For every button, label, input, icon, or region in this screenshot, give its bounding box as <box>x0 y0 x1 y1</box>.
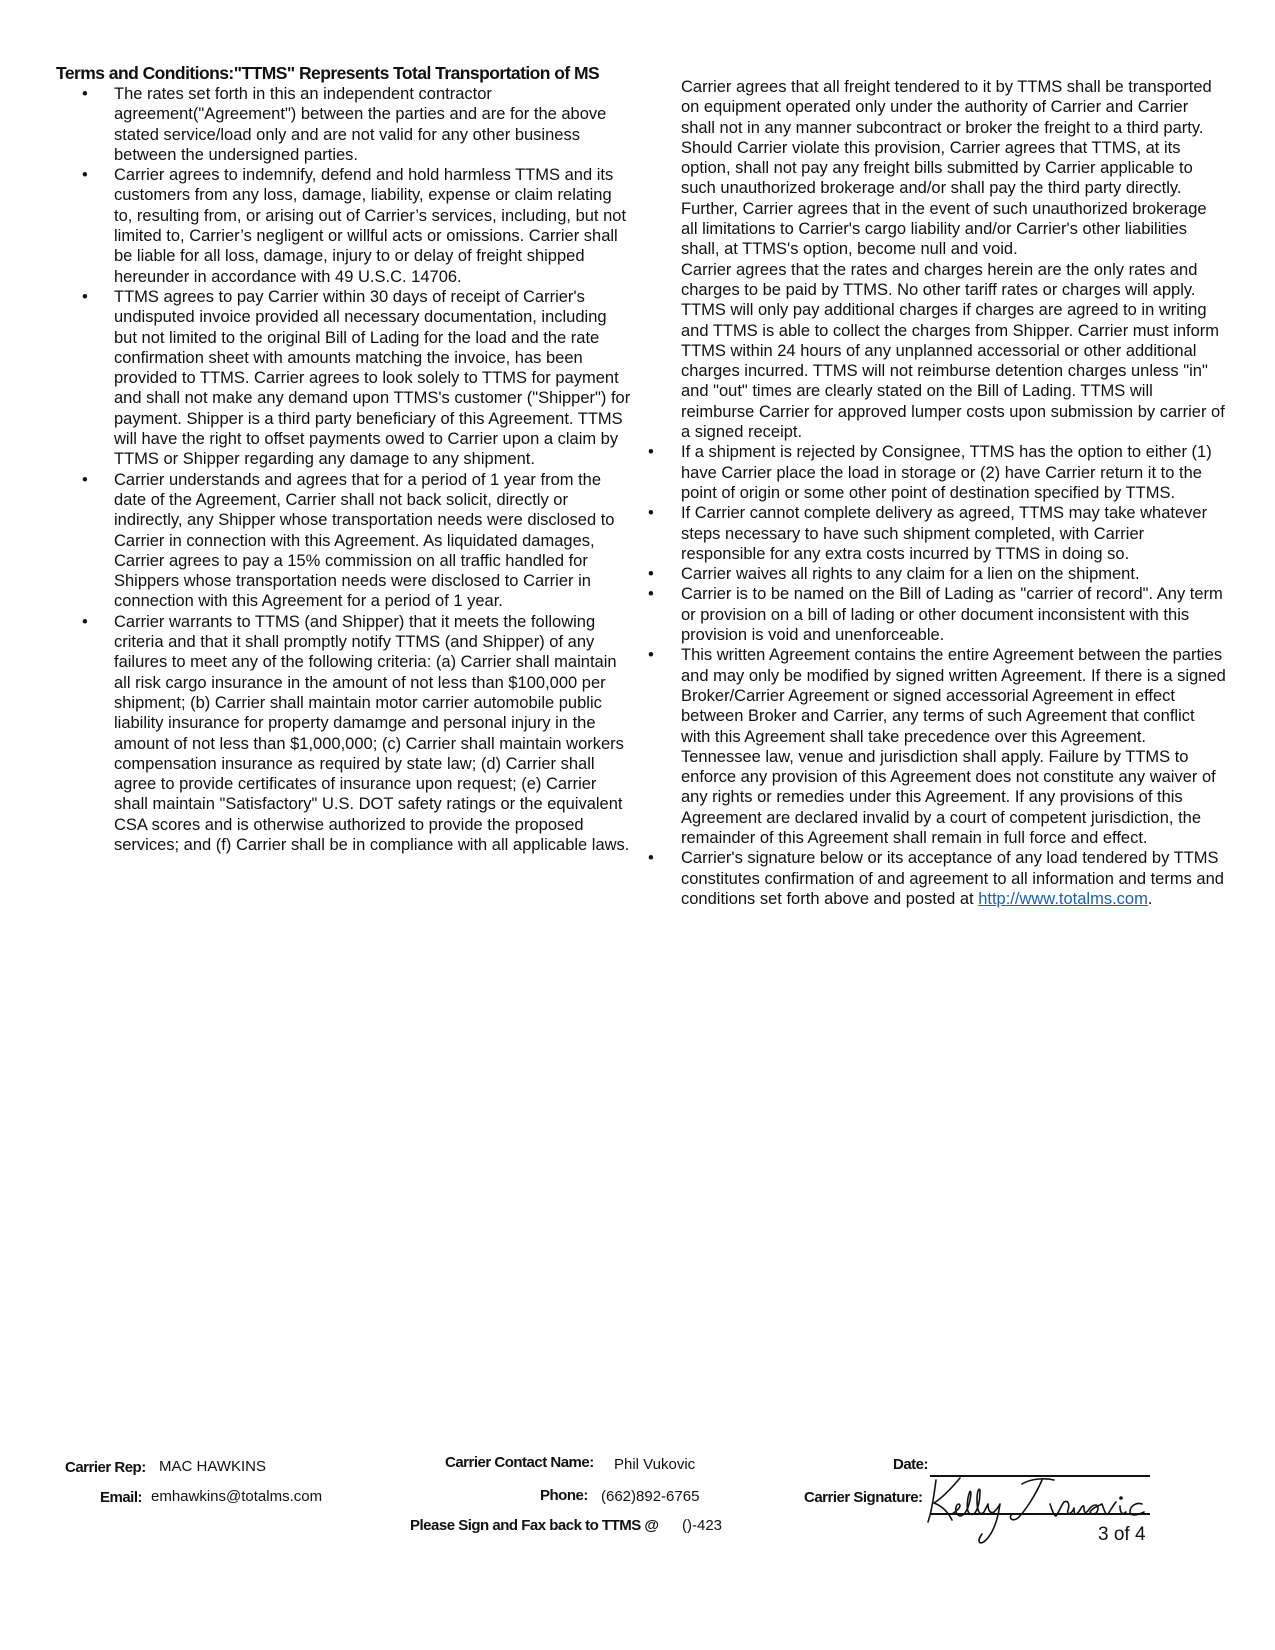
paragraph: Carrier agrees that the rates and charges herein are the only rates and charges to be paid by TTMS. No other tariff rates or charges will apply. TTMS will only pay additional charges if charges are agreed to in writing and TTMS is able to collect the charges from Shipper. Carrier must inform TTMS within 24 hours of any unplanned accessorial or other additional charges incurred. TTMS will not reimburse detention charges unless "in" and "out" times are clearly stated on the Bill of Lading. TTMS will reimburse Carrier for approved lumper costs upon submission by carrier of a signed receipt. <box>681 260 1225 442</box>
list-item: • Carrier understands and agrees that for a period of 1 year from the date of the Agreement, Carrier shall not back solicit, directly or indirectly, any Shipper whose transportation needs were disclosed to Carrier in connection with this Agreement. As liquidated damages, Carrier agrees to pay a 15% commission on all traffic handled for Shippers whose transportation needs were disclosed to Carrier in connection with this Agreement for a period of 1 year. <box>82 470 615 611</box>
list-item: • Carrier waives all rights to any claim for a lien on the shipment. <box>648 565 1140 584</box>
list-item: • If Carrier cannot complete delivery as agreed, TTMS may take whatever steps necessary to have such shipment completed, with Carrier responsible for any extra costs incurred by TTMS in doing so. <box>648 504 1208 563</box>
list-item: • Carrier's signature below or its acceptance of any load tendered by TTMS constitutes confirmation of and agreement to all information and terms and conditions set forth above and posted at http://www.totalms.com. <box>648 849 1224 908</box>
page-number: 3 of 4 <box>1098 1524 1146 1542</box>
totalms-link[interactable]: http://www.totalms.com <box>978 889 1148 908</box>
list-item: • Carrier is to be named on the Bill of Lading as "carrier of record". Any term or provision on a bill of lading or other document inconsistent with this provision is void and unenforceable. <box>648 585 1223 645</box>
fax-value: ()-423 <box>682 1517 723 1534</box>
fax-label: Please Sign and Fax back to TTMS @ <box>410 1517 659 1534</box>
email-value: emhawkins@totalms.com <box>151 1488 323 1505</box>
carrier-rep-label: Carrier Rep: <box>65 1459 146 1476</box>
list-item: • Carrier warrants to TTMS (and Shipper) that it meets the following criteria and that it shall promptly notify TTMS (and Shipper) of any failures to meet any of the following criteria: (a) Carrier shall maintain all risk cargo insurance in the amount of not less than $100,000 per shipment; (b) Carrier shall maintain motor carrier automobile public liability insurance for property damamge and personal injury in the amount of not less than $1,000,000; (c) Carrier shall maintain workers compensation insurance as required by state law; (d) Carrier shall agree to provide certificates of insurance upon request; (e) Carrier shall maintain "Satisfactory" U.S. DOT safety ratings or the equivalent CSA scores and is otherwise authorized to provide the proposed services; and (f) Carrier shall be in compliance with all applicable laws. <box>82 612 630 854</box>
phone-value: (662)892-6765 <box>601 1488 700 1505</box>
right-terms-list <box>648 442 1226 909</box>
list-item: • If a shipment is rejected by Consignee, TTMS has the option to either (1) have Carrier place the load in storage or (2) have Carrier return it to the point of origin or some other point of destination specified by TTMS. <box>648 443 1212 502</box>
carrier-rep-value: MAC HAWKINS <box>159 1458 266 1475</box>
left-terms-list <box>56 84 631 855</box>
left-column <box>56 63 631 855</box>
terms-heading: Terms and Conditions:"TTMS" Represents Total Transportation of MS <box>56 63 600 83</box>
list-item: • Carrier agrees to indemnify, defend and hold harmless TTMS and its customers from any loss, damage, liability, expense or claim relating to, resulting from, or arising out of Carrier’s services, including, but not limited to, Carrier’s negligent or willful acts or omissions. Carrier shall be liable for all loss, damage, injury to or delay of freight shipped hereunder in accordance with 49 U.S.C. 14706. <box>82 166 627 286</box>
signature-label: Carrier Signature: <box>804 1489 923 1506</box>
date-label: Date: <box>893 1456 929 1473</box>
contact-name-value: Phil Vukovic <box>614 1456 696 1473</box>
list-item: • This written Agreement contains the entire Agreement between the parties and may only be modified by signed written Agreement. If there is a signed Broker/Carrier Agreement or signed accessorial Agreement in effect between Broker and Carrier, any terms of such Agreement that conflict with this Agreement shall take precedence over this Agreement. Tennessee law, venue and jurisdiction shall apply. Failure by TTMS to enforce any provision of this Agreement does not constitute any waiver of any rights or remedies under this Agreement. If any provisions of this Agreement are declared invalid by a court of competent jurisdiction, the remainder of this Agreement shall remain in full force and effect. <box>648 646 1226 847</box>
list-item: • TTMS agrees to pay Carrier within 30 days of receipt of Carrier's undisputed invoice provided all necessary documentation, including but not limited to the original Bill of Lading for the load and the rate confirmation sheet with amounts matching the invoice, has been provided to TTMS. Carrier agrees to look solely to TTMS for payment and shall not make any demand upon TTMS's customer ("Shipper") for payment. Shipper is a third party beneficiary of this Agreement. TTMS will have the right to offset payments owed to Carrier upon a claim by TTMS or Shipper regarding any damage to any shipment. <box>82 287 631 469</box>
paragraph: Carrier agrees that all freight tendered to it by TTMS shall be transported on equipment operated only under the authority of Carrier and Carrier shall not in any manner subcontract or broker the freight to a third party. Should Carrier violate this provision, Carrier agrees that TTMS, at its option, shall not pay any freight bills submitted by Carrier applicable to such unauthorized brokerage and/or shall pay the third party directly. Further, Carrier agrees that in the event of such unauthorized brokerage all limitations to Carrier's cargo liability and/or Carrier's other liabilities shall, at TTMS's option, become null and void. <box>681 78 1212 259</box>
list-item: • The rates set forth in this an independent contractor agreement("Agreement") between the parties and are for the above stated service/load only and are not valid for any other business between the undersigned parties. <box>82 85 607 164</box>
right-column <box>648 77 1226 909</box>
phone-label: Phone: <box>540 1487 588 1504</box>
contact-name-label: Carrier Contact Name: <box>445 1454 594 1471</box>
carrier-signature-image <box>922 1470 1154 1562</box>
email-label: Email: <box>100 1489 143 1506</box>
